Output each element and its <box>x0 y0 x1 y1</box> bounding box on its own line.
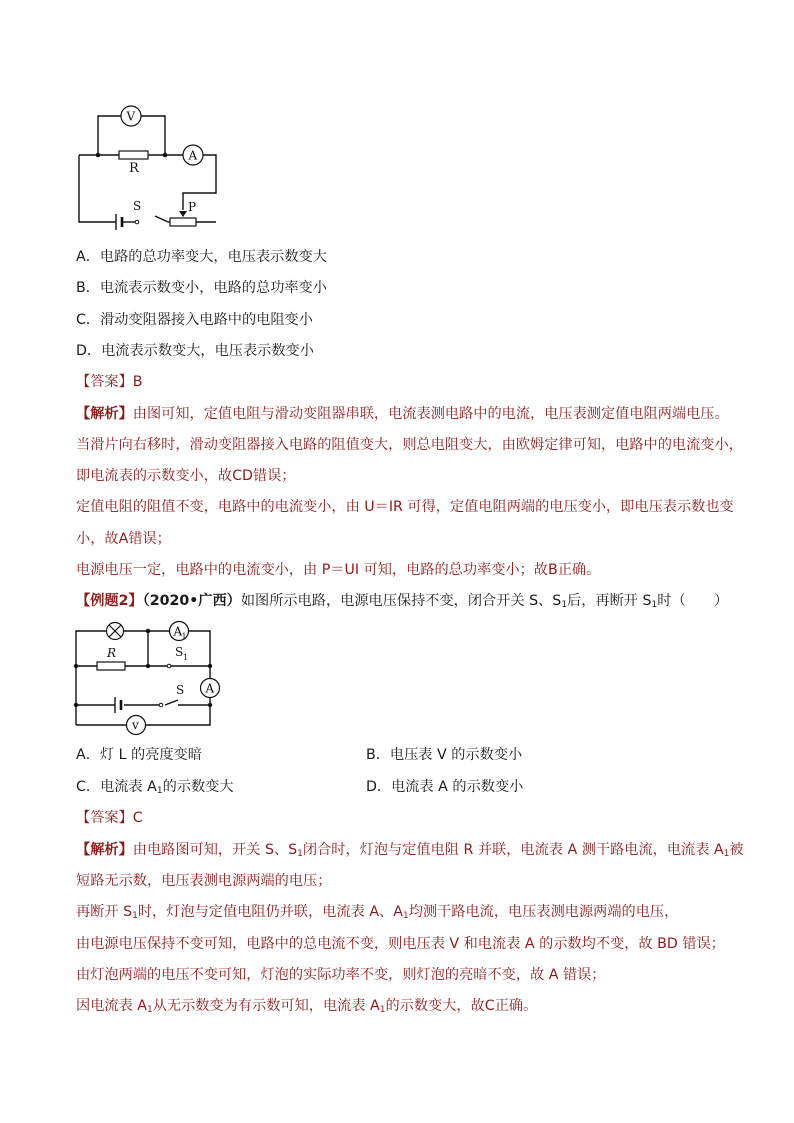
switch-s1 <box>167 645 188 668</box>
q1-answer: 【答案】B <box>76 374 143 390</box>
q2-option-b: B．电压表 V 的示数变小 <box>366 747 523 763</box>
svg-text:S: S <box>175 645 184 659</box>
voltmeter-2 <box>127 716 146 735</box>
svg-text:R: R <box>107 646 117 660</box>
q2-analysis-line-6: 因电流表 $A_1$从无示数变为有示数可知，电流表 $A_1$的示数变大，故C正确。 <box>76 998 538 1015</box>
svg-text:S: S <box>133 199 142 213</box>
battery-symbol-2 <box>115 697 121 713</box>
q2-option-d: D．电流表 A 的示数变小 <box>366 779 524 795</box>
q2-answer: 【答案】C <box>76 810 143 826</box>
q2-stem: 【例题2】（2020•广西）如图所示电路，电源电压保持不变，闭合开关 S、$S_1$后，再断开 $S_1$时（ ） <box>76 593 729 610</box>
q1-analysis-line-6: 电源电压一定，电路中的电流变小，由 P＝UI 可知，电路的总功率变小；故B正确。 <box>76 562 601 578</box>
q2-analysis-line-2: 短路无示数，电压表测电源两端的电压； <box>76 873 332 889</box>
q1-analysis-line-1: 【解析】由图可知，定值电阻与滑动变阻器串联，电流表测电路中的电流，电压表测定值电阻两端电压。 <box>76 406 729 422</box>
svg-text:v: v <box>132 718 139 732</box>
ammeter-a <box>201 679 220 698</box>
svg-text:A: A <box>173 624 183 639</box>
q2-analysis-line-3: 再断开 $S_1$时，灯泡与定值电阻仍并联，电流表 A、$A_1$均测干路电流，电压表测电源两端的电压， <box>76 904 679 921</box>
svg-text:S: S <box>176 683 185 697</box>
slider-label: P <box>188 200 197 214</box>
lamp-l <box>107 623 124 640</box>
svg-text:V: V <box>126 109 136 124</box>
q2-option-a: A．灯 L 的亮度变暗 <box>76 747 202 763</box>
resistor-r-2 <box>97 646 125 670</box>
q1-option-d: D．电流表示数变大，电压表示数变小 <box>76 343 314 359</box>
q1-analysis-line-5: 小，故A错误； <box>76 531 171 547</box>
q1-option-a: A．电路的总功率变大，电压表示数变大 <box>76 249 327 265</box>
q2-analysis-line-4: 由电源电压保持不变可知，电路中的总电流不变，则电压表 V 和电流表 A 的示数均不变，故 BD 错误； <box>76 936 725 952</box>
switch-s-2 <box>159 683 184 707</box>
q2-option-c: C．电流表 $A_1$的示数变大 <box>76 779 234 796</box>
q2-analysis-line-5: 由灯泡两端的电压不变可知，灯泡的实际功率不变，则灯泡的亮暗不变，故 A 错误； <box>76 967 606 983</box>
circuit-2-wires <box>74 629 212 725</box>
svg-text:A: A <box>205 681 215 696</box>
q2-analysis-line-1: 【解析】由电路图可知，开关 S、$S_1$闭合时，灯泡与定值电阻 R 并联，电流表 A 测干路电流，电流表 $A_1$被 <box>76 842 744 859</box>
svg-text:1: 1 <box>183 653 189 662</box>
q1-analysis-line-2: 当滑片向右移时，滑动变阻器接入电路的阻值变大，则总电阻变大，由欧姆定律可知，电路中的电流变小， <box>76 437 743 453</box>
svg-text:A: A <box>188 148 198 163</box>
ammeter-a1 <box>170 622 189 642</box>
q1-option-b: B．电流表示数变小，电路的总功率变小 <box>76 280 327 296</box>
resistor-label: R <box>129 161 139 176</box>
q1-analysis-line-3: 即电流表的示数变小，故CD错误； <box>76 468 296 484</box>
q1-option-c: C．滑动变阻器接入电路中的电阻变小 <box>76 312 313 328</box>
q1-analysis-line-4: 定值电阻的阻值不变，电路中的电流变小，由 U＝IR 可得，定值电阻两端的电压变小，即电压表示数也变 <box>76 499 734 515</box>
svg-text:1: 1 <box>181 632 187 641</box>
